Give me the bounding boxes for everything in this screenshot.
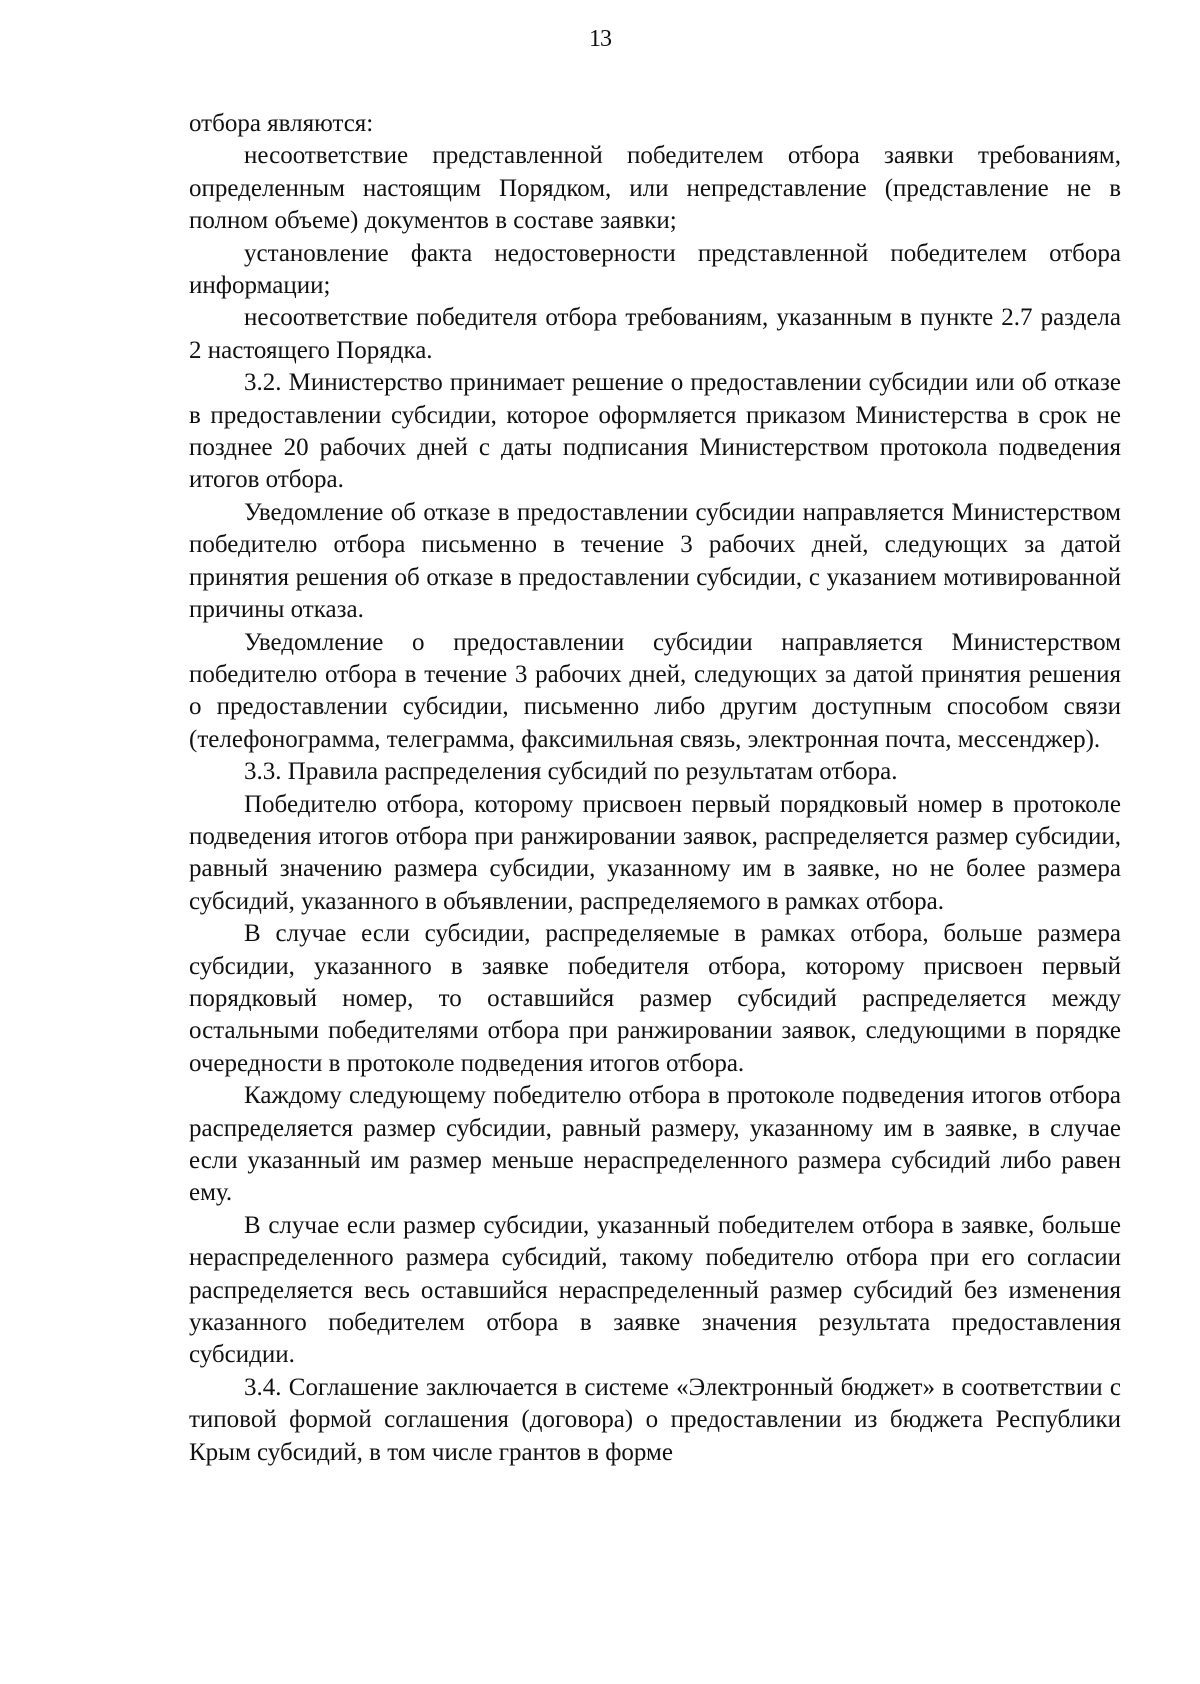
paragraph: установление факта недостоверности представленной победителем отбора информации; xyxy=(189,239,1121,300)
paragraph: В случае если размер субсидии, указанный победителем отбора в заявке, больше нераспределенного размера субсидий, такому победителю отбора при его согласии распределяется весь оставшийся нераспределенный размер субсидий без изменения указанного победителем отбора в заявке значения результата предоставления субсидии. xyxy=(189,1211,1121,1369)
paragraph: несоответствие победителя отбора требованиям, указанным в пункте 2.7 раздела 2 настоящего Порядка. xyxy=(189,304,1121,364)
paragraph: отбора являются: xyxy=(189,110,374,137)
page-number: 13 xyxy=(589,26,611,52)
paragraph: Каждому следующему победителю отбора в протоколе подведения итогов отбора распределяется размер субсидии, равный размеру, указанному им в заявке, в случае если указанный им размер меньше нераспределенного размера субсидий либо равен ему. xyxy=(189,1082,1121,1207)
paragraph: 3.3. Правила распределения субсидий по результатам отбора. xyxy=(244,758,898,786)
paragraph: В случае если субсидии, распределяемые в рамках отбора, больше размера субсидии, указанного в заявке победителя отбора, которому присвоен первый порядковый номер, то оставшийся размер субсидий распределяется между остальными победителями отбора при ранжировании заявок, следующими в порядке очередности в протоколе подведения итогов отбора. xyxy=(189,920,1121,1077)
paragraph: Уведомление о предоставлении субсидии направляется Министерством победителю отбора в течение 3 рабочих дней, следующих за датой принятия решения о предоставлении субсидии, письменно либо другим доступным способом связи (телефонограмма, телеграмма, факсимильная связь, электронная почта, мессенджер). xyxy=(189,628,1121,753)
paragraph: Уведомление об отказе в предоставлении субсидии направляется Министерством победителю отбора письменно в течение 3 рабочих дней, следующих за датой принятия решения об отказе в предоставлении субсидии, с указанием мотивированной причины отказа. xyxy=(189,498,1121,624)
paragraph: Победителю отбора, которому присвоен первый порядковый номер в протоколе подведения итогов отбора при ранжировании заявок, распределяется размер субсидии, равный значению размера субсидии, указанному им в заявке, но не более размера субсидий, указанного в объявлении, распределяемого в рамках отбора. xyxy=(189,790,1121,915)
paragraph: 3.4. Соглашение заключается в системе «Электронный бюджет» в соответствии с типовой формой соглашения (договора) о предоставлении из бюджета Республики Крым субсидий, в том числе грантов в форме xyxy=(189,1373,1121,1466)
paragraph: 3.2. Министерство принимает решение о предоставлении субсидии или об отказе в предоставлении субсидии, которое оформляется приказом Министерства в срок не позднее 20 рабочих дней с даты подписания Министерством протокола подведения итогов отбора. xyxy=(189,369,1121,494)
document-body xyxy=(189,108,1121,1469)
paragraph: несоответствие представленной победителем отбора заявки требованиям, определенным настоящим Порядком, или непредставление (представление не в полном объеме) документов в составе заявки; xyxy=(189,142,1121,235)
